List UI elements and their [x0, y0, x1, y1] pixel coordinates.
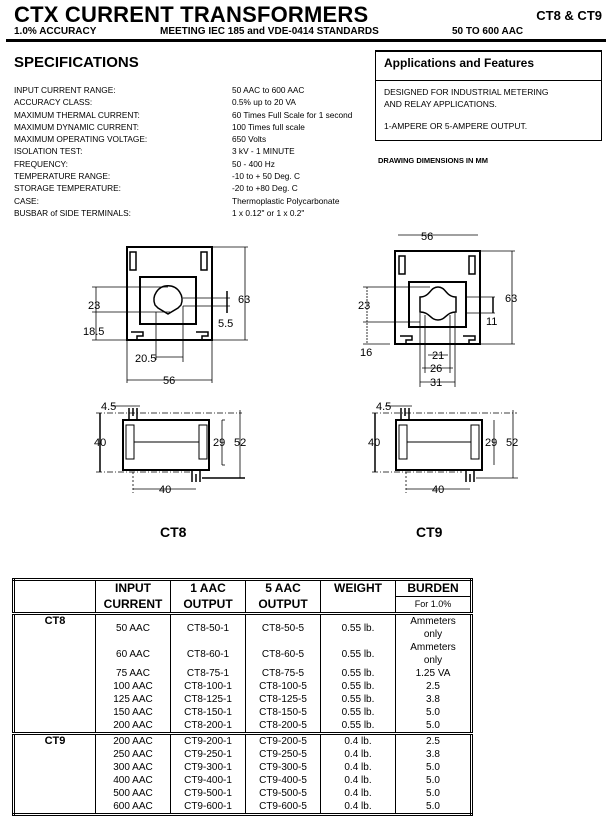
spec-label: ACCURACY CLASS:	[14, 97, 93, 108]
table-cell: CT9-200-1	[171, 734, 246, 749]
dim-label: 18.5	[83, 326, 105, 338]
model-names: CT8 & CT9	[536, 8, 602, 23]
table-cell: 200 AAC	[96, 719, 171, 734]
table-cell: 3.8	[426, 749, 440, 760]
catalog-table	[12, 578, 473, 816]
document-title: CTX CURRENT TRANSFORMERS	[14, 2, 369, 27]
table-cell: Ammeters only	[410, 642, 456, 666]
table-cell: 500 AAC	[96, 787, 171, 800]
table-cell: 5.0	[396, 719, 472, 734]
table-cell: CT8-125-1	[171, 693, 246, 706]
spec-row	[14, 84, 392, 96]
table-cell: 125 AAC	[96, 693, 171, 706]
column-header: OUTPUT	[171, 597, 246, 614]
dim-label: 40	[432, 484, 445, 496]
dim-label: 21	[432, 350, 445, 362]
table-cell: 5.0	[426, 775, 440, 786]
model-group-label: CT9	[14, 734, 96, 815]
standards-label: MEETING IEC 185 and VDE-0414 STANDARDS	[160, 26, 379, 37]
spec-row	[14, 96, 392, 108]
table-cell: 3.8	[426, 694, 440, 705]
table-cell: 0.4 lb.	[321, 748, 396, 761]
table-cell: 75 AAC	[96, 667, 171, 680]
table-cell: Ammeters only	[410, 616, 456, 640]
table-cell: 0.4 lb.	[321, 787, 396, 800]
spec-label: FREQUENCY:	[14, 158, 68, 169]
spec-row	[14, 182, 392, 194]
ct8-side-view	[96, 406, 245, 493]
column-header	[321, 597, 396, 614]
spec-value: 50 - 400 Hz	[232, 158, 275, 169]
range-label: 50 TO 600 AAC	[452, 26, 524, 37]
table-cell: CT8-75-5	[246, 667, 321, 680]
table-cell: 0.55 lb.	[321, 693, 396, 706]
table-cell: CT8-200-1	[171, 719, 246, 734]
table-cell: 0.55 lb.	[321, 680, 396, 693]
table-cell: 150 AAC	[96, 706, 171, 719]
table-cell: CT9-600-5	[246, 800, 321, 815]
dim-label: 4.5	[101, 401, 117, 413]
specifications-list	[14, 84, 392, 219]
table-cell: CT9-500-1	[171, 787, 246, 800]
table-cell: 0.4 lb.	[321, 734, 396, 749]
application-line: DESIGNED FOR INDUSTRIAL METERING	[384, 87, 549, 97]
table-cell: CT9-300-5	[246, 761, 321, 774]
spec-value: -10 to + 50 Deg. C	[232, 171, 301, 182]
table-cell: CT8-150-5	[246, 706, 321, 719]
applications-box	[375, 50, 602, 141]
spec-value: 1 x 0.12" or 1 x 0.2"	[232, 207, 305, 218]
spec-value: 0.5% up to 20 VA	[232, 97, 296, 108]
dim-label: 26	[430, 363, 443, 375]
table-cell: 2.5	[426, 681, 440, 692]
table-cell: 0.55 lb.	[321, 719, 396, 734]
column-header: 5 AAC	[246, 580, 321, 597]
table-cell: CT9-400-5	[246, 774, 321, 787]
spec-row	[14, 207, 392, 219]
spec-label: BUSBAR of SIDE TERMINALS:	[14, 207, 131, 218]
table-cell: 0.55 lb.	[321, 667, 396, 680]
accuracy-label: 1.0% ACCURACY	[14, 26, 97, 37]
column-header: BURDEN	[407, 581, 459, 595]
table-cell: 5.0	[426, 788, 440, 799]
spec-row	[14, 195, 392, 207]
table-cell: CT9-200-5	[246, 734, 321, 749]
application-line: 1-AMPERE OR 5-AMPERE OUTPUT.	[384, 121, 528, 131]
table-cell: 250 AAC	[96, 748, 171, 761]
table-cell: 300 AAC	[96, 761, 171, 774]
table-cell: 50 AAC	[96, 614, 171, 642]
table-cell: 600 AAC	[96, 800, 171, 815]
dim-label: 40	[159, 484, 172, 496]
table-cell: 0.4 lb.	[321, 774, 396, 787]
spec-label: TEMPERATURE RANGE:	[14, 171, 111, 182]
dim-label: 5.5	[218, 318, 234, 330]
dim-label: 23	[358, 300, 371, 312]
ct9-side-view	[372, 406, 518, 493]
table-cell: CT8-100-5	[246, 680, 321, 693]
table-cell: CT9-250-5	[246, 748, 321, 761]
dim-label: 11	[486, 316, 498, 328]
spec-row	[14, 170, 392, 182]
spec-label: MAXIMUM OPERATING VOLTAGE:	[14, 134, 148, 145]
ct8-label: CT8	[160, 524, 187, 540]
spec-label: CASE:	[14, 195, 39, 206]
dim-label: 29	[213, 437, 226, 449]
dim-label: 52	[506, 437, 519, 449]
table-row	[14, 614, 472, 642]
dim-label: 56	[163, 375, 176, 387]
dim-label: 23	[88, 300, 101, 312]
dim-label: 56	[421, 231, 434, 243]
spec-value: 3 kV - 1 MINUTE	[232, 146, 295, 157]
table-cell: CT8-125-5	[246, 693, 321, 706]
model-group-label: CT8	[14, 614, 96, 734]
dimension-drawings	[0, 225, 614, 555]
dim-label: 29	[485, 437, 498, 449]
column-header	[14, 597, 96, 614]
dim-label: 31	[430, 377, 443, 389]
table-cell: CT8-100-1	[171, 680, 246, 693]
application-line: AND RELAY APPLICATIONS.	[384, 98, 497, 109]
dim-label: 4.5	[376, 401, 392, 413]
ct8-front-view	[92, 247, 251, 383]
column-header: 1 AAC	[171, 580, 246, 597]
dim-label: 52	[234, 437, 247, 449]
dim-label: 40	[94, 437, 107, 449]
spec-value: 100 Times full scale	[232, 121, 305, 132]
table-cell: CT8-60-1	[171, 641, 246, 667]
spec-value: -20 to +80 Deg. C	[232, 183, 298, 194]
specifications-heading: SPECIFICATIONS	[14, 54, 139, 71]
spec-value: 650 Volts	[232, 134, 267, 145]
spec-row	[14, 145, 392, 157]
spec-value: 50 AAC to 600 AAC	[232, 85, 305, 95]
applications-heading: Applications and Features	[376, 52, 601, 81]
table-cell: CT8-200-5	[246, 719, 321, 734]
dim-label: 20.5	[135, 353, 157, 365]
column-header: CURRENT	[96, 597, 171, 614]
drawing-note: DRAWING DIMENSIONS IN MM	[378, 156, 488, 165]
table-cell: 1.25 VA	[415, 668, 451, 679]
header-rule	[6, 39, 606, 42]
spec-row	[14, 158, 392, 170]
table-cell: CT9-600-1	[171, 800, 246, 815]
table-cell: 0.4 lb.	[321, 800, 396, 815]
table-cell: CT9-250-1	[171, 748, 246, 761]
table-cell: CT8-50-5	[246, 614, 321, 642]
table-cell: CT8-50-1	[171, 614, 246, 642]
table-cell: CT9-400-1	[171, 774, 246, 787]
table-cell: 400 AAC	[96, 774, 171, 787]
dim-label: 63	[238, 294, 251, 306]
spec-row	[14, 133, 392, 145]
ct9-label: CT9	[416, 524, 443, 540]
table-cell: 60 AAC	[96, 641, 171, 667]
table-cell: 0.55 lb.	[321, 706, 396, 719]
table-cell: 5.0	[426, 762, 440, 773]
table-row	[14, 734, 472, 749]
column-header: INPUT	[96, 580, 171, 597]
column-header: OUTPUT	[246, 597, 321, 614]
dim-label: 40	[368, 437, 381, 449]
spec-label: STORAGE TEMPERATURE:	[14, 183, 121, 194]
spec-value: Thermoplastic Polycarbonate	[232, 195, 340, 206]
table-cell: 5.0	[426, 801, 440, 812]
table-cell: CT8-150-1	[171, 706, 246, 719]
spec-value: 60 Times Full Scale for 1 second	[232, 109, 353, 120]
table-cell: 2.5	[426, 736, 440, 747]
table-cell: 100 AAC	[96, 680, 171, 693]
table-cell: 0.55 lb.	[321, 641, 396, 667]
table-cell: CT9-300-1	[171, 761, 246, 774]
spec-row	[14, 121, 392, 133]
dim-label: 16	[360, 347, 373, 359]
table-cell: CT8-60-5	[246, 641, 321, 667]
spec-row	[14, 109, 392, 121]
table-cell: CT9-500-5	[246, 787, 321, 800]
dim-label: 63	[505, 293, 518, 305]
table-cell: 0.4 lb.	[321, 761, 396, 774]
table-cell: CT8-75-1	[171, 667, 246, 680]
table-cell: 200 AAC	[96, 734, 171, 749]
column-header	[14, 580, 96, 597]
column-header: WEIGHT	[321, 580, 396, 597]
spec-label: INPUT CURRENT RANGE:	[14, 85, 116, 95]
table-cell: 0.55 lb.	[321, 614, 396, 642]
spec-label: MAXIMUM DYNAMIC CURRENT:	[14, 121, 139, 132]
spec-label: ISOLATION TEST:	[14, 146, 83, 157]
spec-label: MAXIMUM THERMAL CURRENT:	[14, 109, 140, 120]
table-cell: 5.0	[426, 707, 440, 718]
column-header: For 1.0%	[396, 597, 472, 614]
